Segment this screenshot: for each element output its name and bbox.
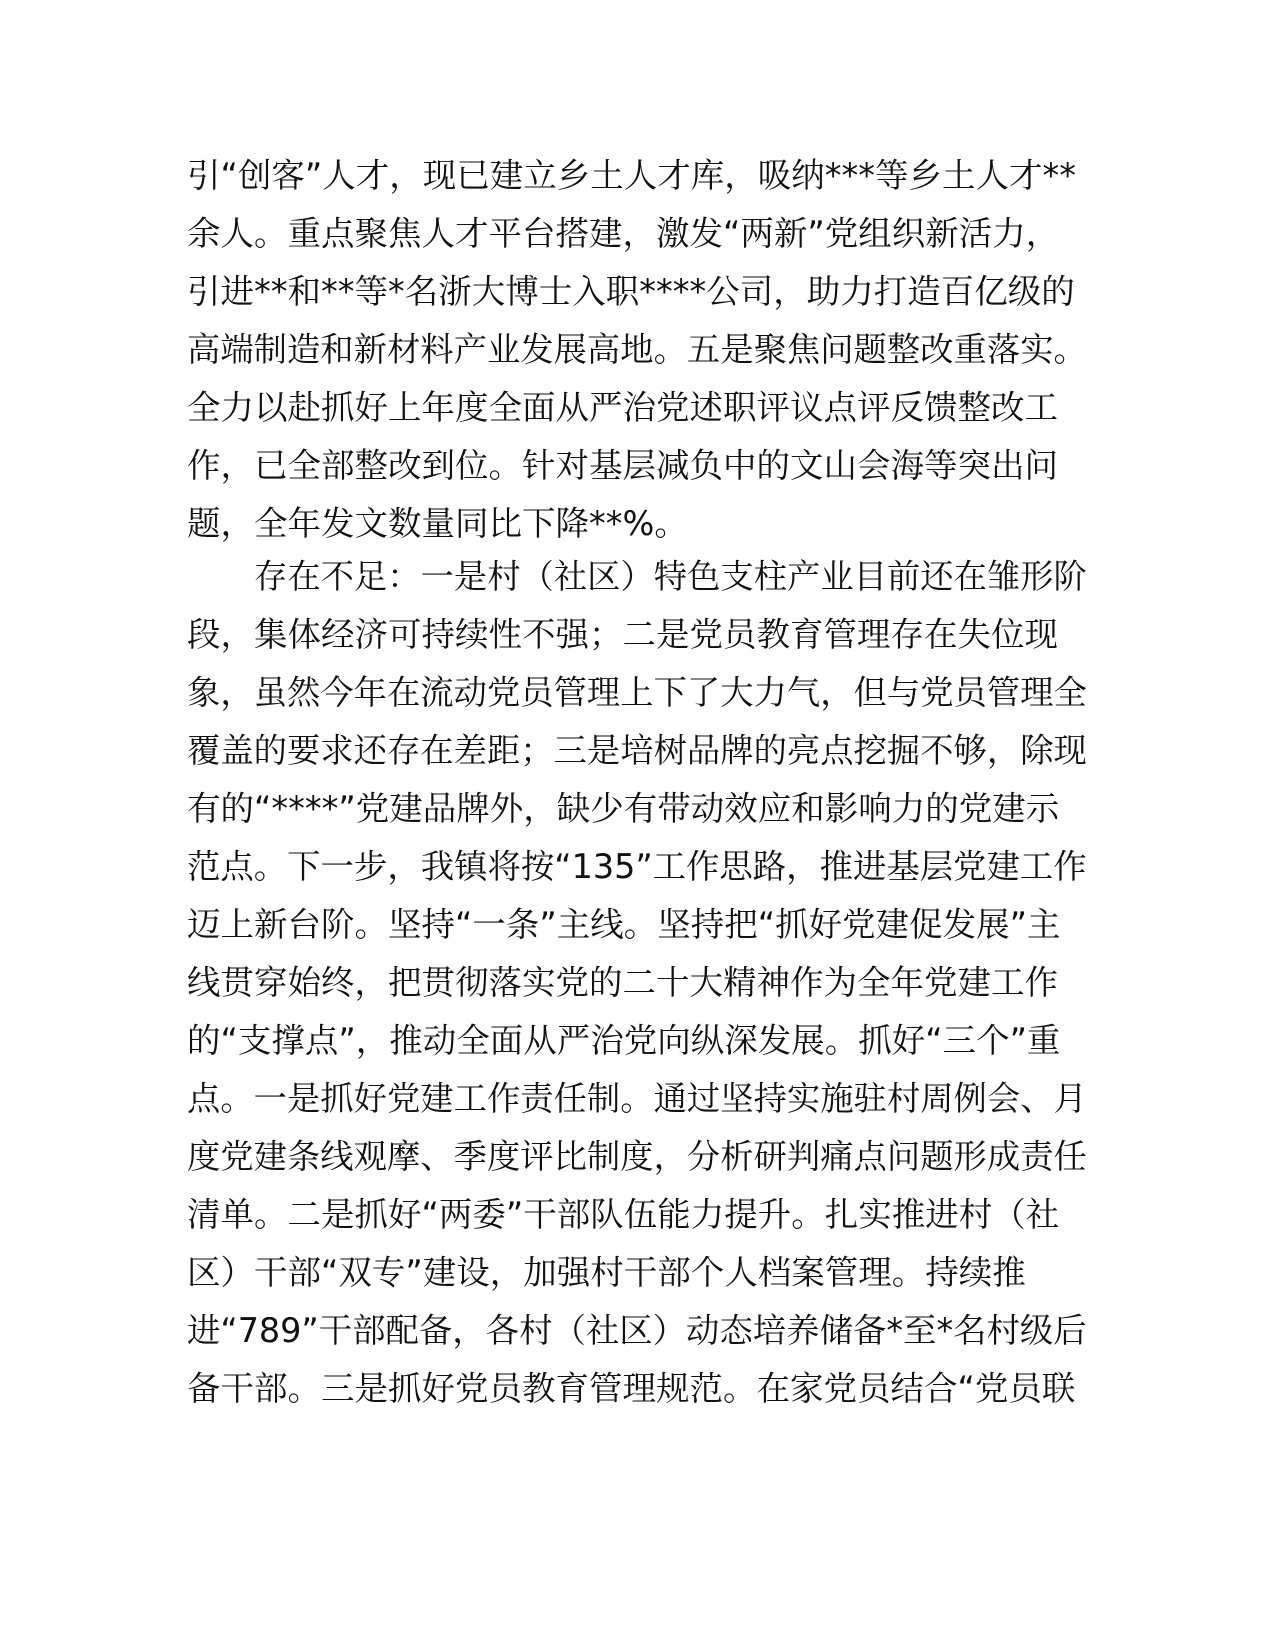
- paragraph-line: 有的“****”党建品牌外，缺少有带动效应和影响力的党建示: [187, 789, 1060, 828]
- paragraph-1: [187, 147, 1087, 553]
- paragraph-line: 全力以赴抓好上年度全面从严治党述职评议点评反馈整改工: [187, 388, 1058, 427]
- paragraph-line: 题，全年发文数量同比下降**%。: [187, 504, 688, 543]
- paragraph-line: 备干部。三是抓好党员教育管理规范。在家党员结合“党员联: [187, 1369, 1076, 1408]
- paragraph-line: 范点。下一步，我镇将按“135”工作思路，推进基层党建工作: [187, 847, 1087, 886]
- paragraph-line: 线贯穿始终，把贯彻落实党的二十大精神作为全年党建工作: [187, 963, 1058, 1002]
- paragraph-line: 点。一是抓好党建工作责任制。通过坚持实施驻村周例会、月: [187, 1079, 1087, 1118]
- paragraph-line: 区）干部“双专”建设，加强村干部个人档案管理。持续推: [187, 1253, 1026, 1292]
- paragraph-line: 段，集体经济可持续性不强；二是党员教育管理存在失位现: [187, 615, 1058, 654]
- paragraph-line: 引进**和**等*名浙大博士入职****公司，助力打造百亿级的: [187, 272, 1075, 311]
- paragraph-line: 引“创客”人才，现已建立乡土人才库，吸纳***等乡土人才**: [187, 156, 1076, 195]
- paragraph-line: 的“支撑点”，推动全面从严治党向纵深发展。抓好“三个”重: [187, 1021, 1061, 1060]
- paragraph-line: 高端制造和新材料产业发展高地。五是聚焦问题整改重落实。: [187, 330, 1087, 369]
- paragraph-line: 清单。二是抓好“两委”干部队伍能力提升。扎实推进村（社: [187, 1195, 1060, 1234]
- paragraph-line: 进“789”干部配备，各村（社区）动态培养储备*至*名村级后: [187, 1311, 1087, 1350]
- paragraph-line: 象，虽然今年在流动党员管理上下了大力气，但与党员管理全: [187, 673, 1087, 712]
- paragraph-line: 度党建条线观摩、季度评比制度，分析研判痛点问题形成责任: [187, 1137, 1087, 1176]
- paragraph-line: 作，已全部整改到位。针对基层减负中的文山会海等突出问: [187, 446, 1058, 485]
- paragraph-line: 余人。重点聚焦人才平台搭建，激发“两新”党组织新活力，: [187, 214, 1060, 253]
- paragraph-2: [187, 548, 1087, 1418]
- paragraph-line: 迈上新台阶。坚持“一条”主线。坚持把“抓好党建促发展”主: [187, 905, 1061, 944]
- paragraph-line: 覆盖的要求还存在差距；三是培树品牌的亮点挖掘不够，除现: [187, 731, 1087, 770]
- paragraph-line: 存在不足：一是村（社区）特色支柱产业目前还在雏形阶: [254, 557, 1087, 596]
